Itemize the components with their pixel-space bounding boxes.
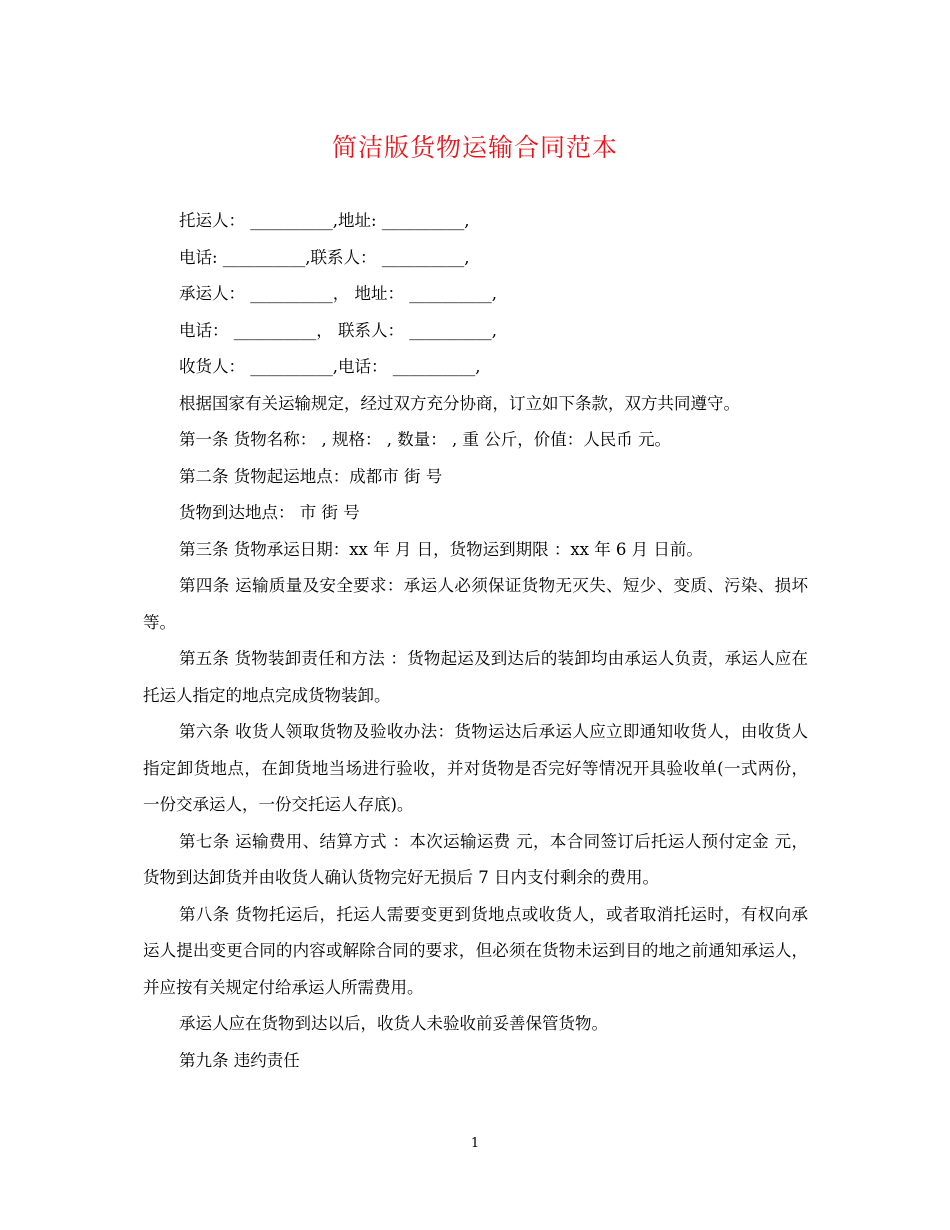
contract-body: [143, 203, 808, 1079]
document-title: 简洁版货物运输合同范本: [331, 133, 618, 162]
article-5: 第五条 货物装卸责任和方法 ：货物起运及到达后的装卸均由承运人负责，承运人应在托运人指定的地点完成货物装卸。: [143, 649, 808, 705]
carrier-custody-paragraph: 承运人应在货物到达以后，收货人未验收前妥善保管货物。: [179, 1014, 608, 1033]
carrier-line: 承运人： __________， 地址： __________,: [179, 284, 497, 303]
article-4: 第四条 运输质量及安全要求：承运人必须保证货物无灭失、短少、变质、污染、损坏等。: [143, 576, 808, 632]
page-number: 1: [470, 1136, 480, 1151]
article-1: 第一条 货物名称： , 规格： , 数量： , 重 公斤，价值：人民币 元。: [179, 430, 671, 449]
destination-line: 货物到达地点： 市 街 号: [179, 503, 360, 522]
consignee-line: 收货人： __________,电话： __________,: [179, 357, 481, 376]
article-8: 第八条 货物托运后，托运人需要变更到货地点或收货人，或者取消托运时，有权向承运人提出变更合同的内容或解除合同的要求，但必须在货物未运到目的地之前通知承运人，并应按有关规定付给承运人所需费用。: [143, 904, 808, 997]
article-3: 第三条 货物承运日期：xx 年 月 日，货物运到期限 ：xx 年 6 月 日前。: [179, 539, 703, 559]
carrier-phone-line: 电话： __________， 联系人： __________,: [179, 320, 497, 340]
article-2: 第二条 货物起运地点：成都市 街 号: [179, 466, 443, 486]
shipper-line: 托运人： __________,地址: __________,: [179, 211, 470, 230]
shipper-phone-line: 电话: __________,联系人： __________,: [179, 247, 470, 267]
preamble-paragraph: 根据国家有关运输规定，经过双方充分协商，订立如下条款，双方共同遵守。: [179, 393, 740, 413]
article-7: 第七条 运输费用、结算方式 ：本次运输运费 元，本合同签订后托运人预付定金 元，货物到达卸货并由收货人确认货物完好无损后 7 日内支付剩余的费用。: [143, 831, 808, 887]
article-9-heading: 第九条 违约责任: [179, 1050, 300, 1070]
article-6: 第六条 收货人领取货物及验收办法：货物运达后承运人应立即通知收货人，由收货人指定卸货地点，在卸货地当场进行验收，并对货物是否完好等情况开具验收单(一式两份，一份交承运人，一份交托运人存底)。: [143, 722, 808, 814]
